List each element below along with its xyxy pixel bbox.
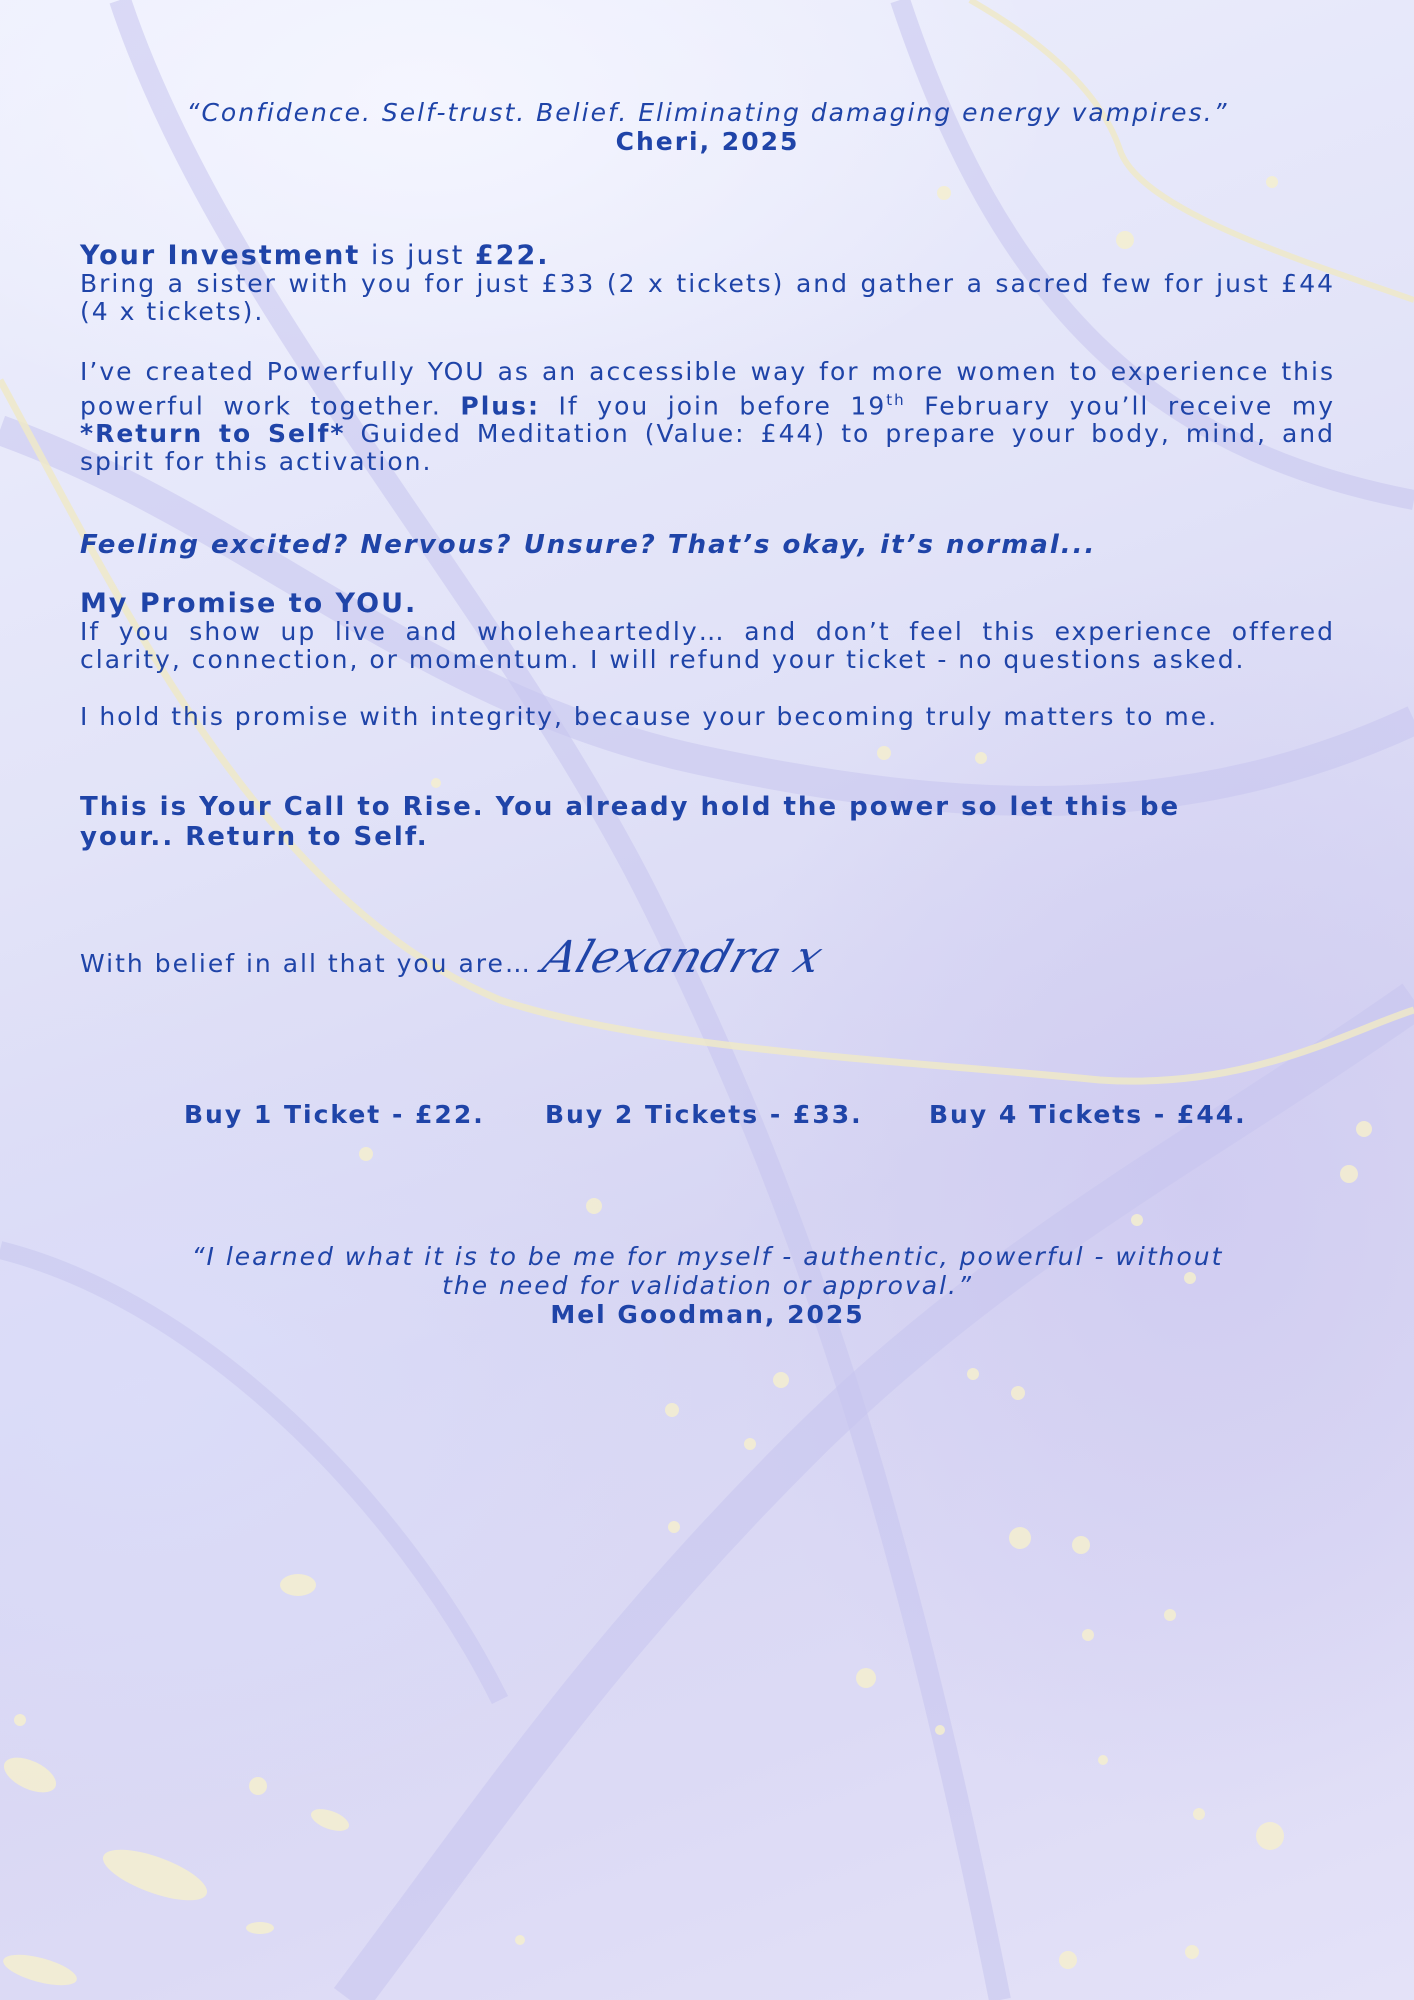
created-text-1: I’ve created Powerfully YOU as an accessible way for more women to experience this powerful work together.: [80, 357, 1335, 421]
signoff-text: With belief in all that you are…: [80, 949, 532, 978]
ticket-options: [80, 1100, 1335, 1136]
call-to-rise: This is Your Call to Rise. You already hold the power so let this be your.. Return to Self.: [80, 792, 1181, 852]
testimonial-top: [80, 98, 1335, 156]
buy-1-ticket-link[interactable]: Buy 1 Ticket - £22.: [184, 1100, 485, 1129]
created-paragraph: [80, 358, 1335, 476]
plus-label: Plus:: [460, 391, 540, 421]
testimonial-author: Cheri, 2025: [615, 127, 800, 156]
signature: Alexandra x: [536, 932, 830, 983]
promise-title: My Promise to YOU.: [80, 588, 418, 619]
signoff: [80, 932, 980, 1016]
investment-price: £22.: [474, 240, 550, 271]
created-text-3: February you’ll receive my: [905, 391, 1335, 421]
bonus-name: *Return to Self*: [80, 419, 346, 449]
created-text-4: Guided Meditation (Value: £44) to prepare your body, mind, and spirit for this activation.: [80, 419, 1336, 477]
testimonial-quote-line2: the need for validation or approval.”: [442, 1271, 973, 1300]
date-suffix: th: [886, 391, 906, 409]
feeling-heading: Feeling excited? Nervous? Unsure? That’s okay, it’s normal...: [80, 530, 1097, 560]
investment-mid: is just: [360, 240, 475, 271]
promise-text: If you show up live and wholeheartedly… and don’t feel this experience offered clarity, connection, or momentum. I will refund your ticket - no questions asked.: [80, 617, 1335, 674]
promise-section: [80, 590, 1335, 674]
investment-bring-text: Bring a sister with you for just £33 (2 x tickets) and gather a sacred few for just £44 (4 x tickets).: [80, 269, 1335, 326]
testimonial-author: Mel Goodman, 2025: [550, 1300, 865, 1329]
investment-label: Your Investment: [80, 240, 361, 271]
buy-4-tickets-link[interactable]: Buy 4 Tickets - £44.: [929, 1100, 1247, 1129]
created-text-2: If you join before 19: [539, 391, 887, 421]
buy-2-tickets-link[interactable]: Buy 2 Tickets - £33.: [545, 1100, 863, 1129]
testimonial-quote-line1: “I learned what it is to be me for myself - authentic, powerful - without: [191, 1242, 1224, 1271]
testimonial-quote: “Confidence. Self-trust. Belief. Eliminating damaging energy vampires.”: [186, 98, 1229, 127]
testimonial-bottom: [80, 1242, 1335, 1329]
integrity-text: I hold this promise with integrity, because your becoming truly matters to me.: [80, 702, 1219, 731]
investment-heading: [80, 240, 550, 271]
investment-section: [80, 242, 1335, 326]
